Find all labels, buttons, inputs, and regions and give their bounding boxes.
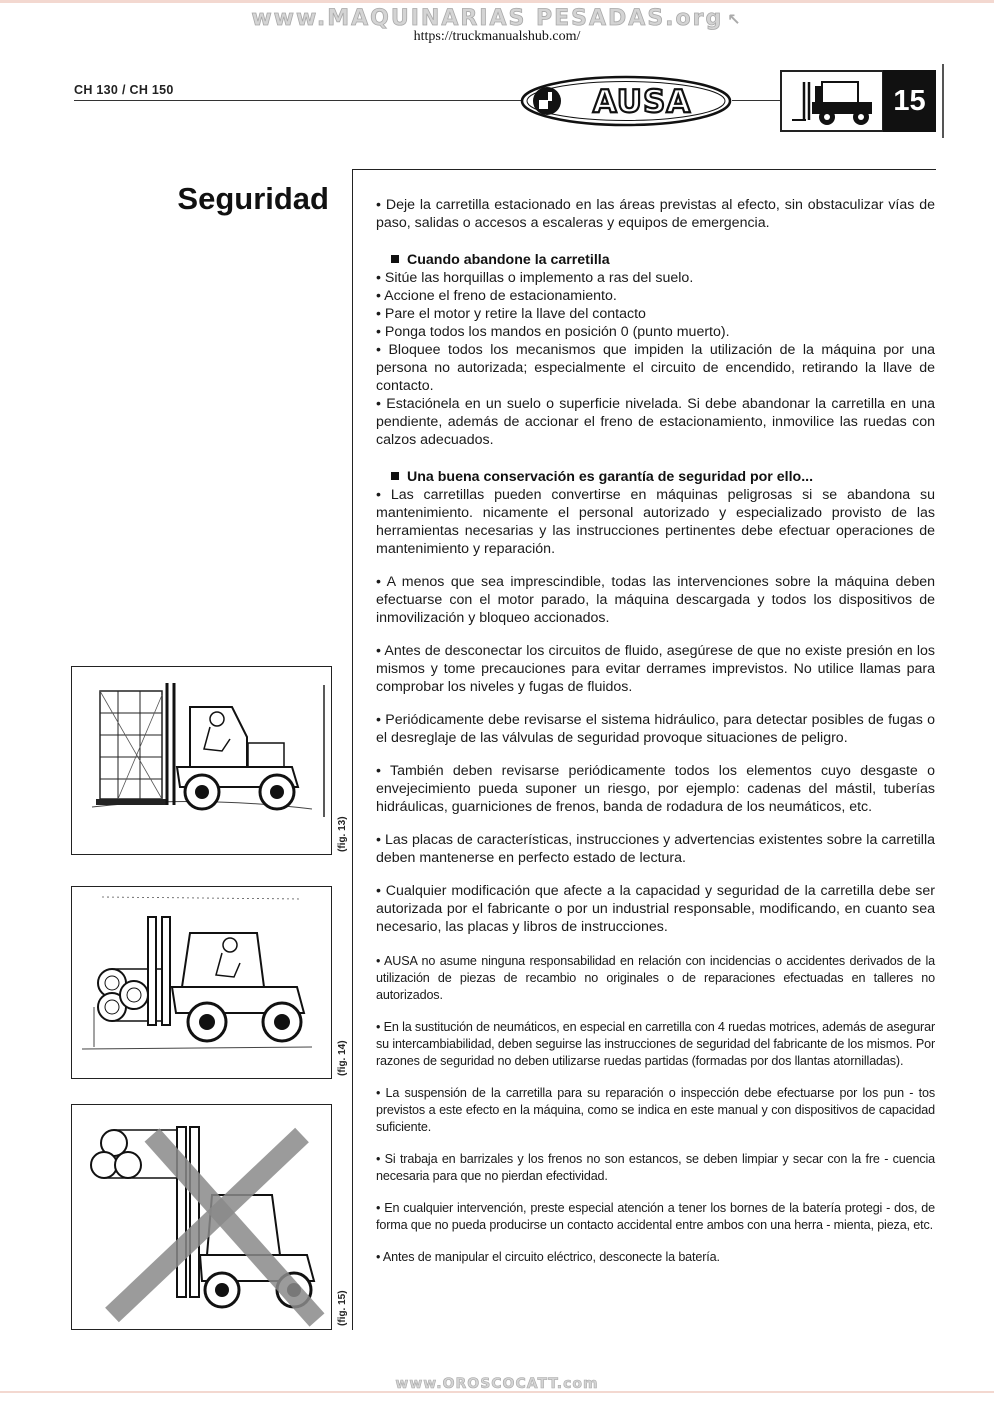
column-top-rule xyxy=(352,169,936,170)
list-item: • Antes de manipular el circuito eléctrico, desconecte la batería. xyxy=(376,1250,720,1264)
list-item: • Las carretillas pueden convertirse en máquinas peligrosas si se abandona su mantenimiento. nicamente el personal autorizado y especializado provisto de las herramientas necesarias y las instrucciones pertinentes debe efectuar operaciones de mantenimiento y reparación. xyxy=(376,487,935,557)
list-item: • Si trabaja en barrizales y los frenos no son estancos, se deben limpiar y secar con la fre - cuencia necesaria para que no pierdan efectividad. xyxy=(376,1152,935,1183)
list-item: • Bloquee todos los mecanismos que impiden la utilización de la máquina por una persona no autorizada; especialmente el circuito de encendido, retirando la llave de contacto. xyxy=(376,342,935,394)
watermark-url: https://truckmanualshub.com/ xyxy=(413,29,581,44)
list-item: • AUSA no asume ninguna responsabilidad en relación con incidencias o accidentes derivados de la utilización de piezas de recambio no originales o de reparaciones efectuadas en talleres no autorizados. xyxy=(376,954,935,1002)
header-vertical-rule xyxy=(942,64,944,138)
list-item: • Pare el motor y retire la llave del contacto xyxy=(376,306,646,322)
list-item: • Cualquier modificación que afecte a la capacidad y seguridad de la carretilla debe ser autorizada por el fabricante o por un industrial responsable, modificando, en cuanto sea necesario, las placas y libros de instrucciones. xyxy=(376,883,935,935)
watermark-bottom: www.OROSCOCATT.com xyxy=(395,1376,599,1392)
model-label: CH 130 / CH 150 xyxy=(74,83,174,97)
list-item: • Estaciónela en un suelo o superficie nivelada. Si debe abandonar la carretilla en una pendiente, además de accionar el freno de estacionamiento, inmovilice las ruedas con calzos adecuados. xyxy=(376,396,935,448)
list-item: • Las placas de características, instrucciones y advertencias existentes sobre la carretilla deben mantenerse en perfecto estado de lectura. xyxy=(376,832,935,866)
list-item: • A menos que sea imprescindible, todas las intervenciones sobre la máquina deben efectuarse con el motor parado, la máquina descargada y todos los dispositivos de inmovilización y bloqueo accionados. xyxy=(376,574,935,626)
list-item: • En cualquier intervención, preste especial atención a tener los bornes de la batería protegi - dos, de forma que no pueda producirse un contacto accidental entre ambos con una herra - mienta, pieza, etc. xyxy=(376,1201,935,1232)
subheading-leave-forklift xyxy=(391,251,935,269)
list-item: • En la sustitución de neumáticos, en especial en carretilla con 4 ruedas motrices, además de asegurar su intercambiabilidad, deben seguirse las instrucciones de seguridad del fabricante de los mismos. Por razones de seguridad no deben utilizarse ruedas partidas (formadas por dos llantas atornilladas). xyxy=(376,1020,935,1068)
figure-15 xyxy=(71,1104,332,1330)
forklift-with-pipes-illustration xyxy=(72,887,331,1078)
square-bullet-icon xyxy=(391,472,399,480)
top-border-strip xyxy=(0,0,994,3)
list-item: • Periódicamente debe revisarse el sistema hidráulico, para detectar posibles de fugas o el desreglaje de las válvulas de seguridad provoque situaciones de peligro. xyxy=(376,712,935,746)
figure-13 xyxy=(71,666,332,855)
list-item: • Accione el freno de estacionamiento. xyxy=(376,288,617,304)
subheading-text: Una buena conservación es garantía de seguridad por ello... xyxy=(407,469,814,485)
square-bullet-icon xyxy=(391,255,399,263)
logo-text: AUSA xyxy=(592,84,692,120)
forklift-raised-pipes-crossed-out-illustration xyxy=(72,1105,331,1329)
watermark-top-text: www.MAQUINARIAS PESADAS.org xyxy=(251,6,724,31)
watermark-top xyxy=(0,6,994,31)
list-item: • Sitúe las horquillas o implemento a ras del suelo. xyxy=(376,270,694,286)
cursor-icon: ↖ xyxy=(727,10,743,29)
figure-14-label: (fig. 14) xyxy=(337,1040,348,1076)
forklift-icon xyxy=(782,72,882,130)
header-rule-right xyxy=(732,100,782,101)
subheading-text: Cuando abandone la carretilla xyxy=(407,252,610,268)
header-rule xyxy=(74,100,526,101)
column-divider xyxy=(352,170,353,1330)
paragraph: • Deje la carretilla estacionado en las áreas previstas al efecto, sin obstaculizar vías de paso, salidas o accesos a escaleras y equipos de emergencia. xyxy=(376,197,935,231)
section-title: Seguridad xyxy=(177,181,329,216)
figure-15-label: (fig. 15) xyxy=(337,1290,348,1326)
figure-13-label: (fig. 13) xyxy=(337,816,348,852)
list-item: • También deben revisarse periódicamente todos los elementos cuyo desgaste o envejecimiento pueda suponer un riesgo, por ejemplo: cadenas del mástil, tuberías hidráulicas, guarniciones de frenos, banda de rodadura de los neumáticos, etc. xyxy=(376,763,935,815)
list-item: • La suspensión de la carretilla para su reparación o inspección debe efectuarse por los pun - tos previstos a este efecto en la máquina, como se indica en este manual y con dispositivos de capacidad suficiente. xyxy=(376,1086,935,1134)
page-number: 15 xyxy=(883,70,936,132)
forklift-icon-box xyxy=(780,70,884,132)
subheading-maintenance xyxy=(391,468,935,486)
body-text xyxy=(376,196,935,1266)
list-item: • Ponga todos los mandos en posición 0 (punto muerto). xyxy=(376,324,730,340)
ausa-logo xyxy=(520,75,732,127)
list-item: • Antes de desconectar los circuitos de fluido, asegúrese de que no existe presión en los mismos y tome precauciones para evitar derrames imprevistos. No utilice llamas para comprobar los niveles y fugas de fluidos. xyxy=(376,643,935,695)
figure-14 xyxy=(71,886,332,1079)
forklift-with-pallet-illustration xyxy=(72,667,331,854)
